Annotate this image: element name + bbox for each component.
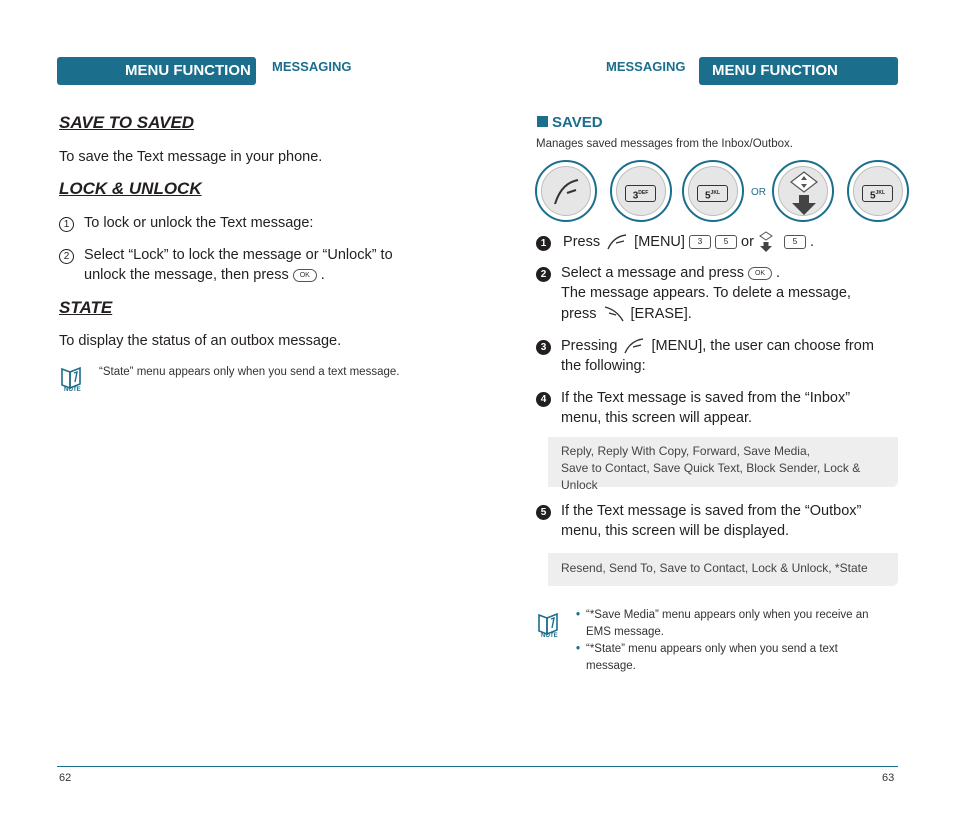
step-line2: The message appears. To delete a message, [561, 285, 851, 301]
key-5-icon: $5^{JKL}$ [697, 185, 728, 202]
note-item: • “*State” menu appears only when you send a text message. [576, 643, 838, 672]
left-softkey-icon [604, 232, 630, 252]
key-5-button [682, 160, 744, 222]
saved-title-text: SAVED [552, 114, 603, 131]
state-text: To display the status of an outbox message. [59, 333, 342, 349]
step-text: To lock or unlock the Text message: [84, 215, 314, 231]
lock-step-1 [59, 213, 314, 233]
step-line3: press [ERASE]. [561, 304, 692, 324]
nav-key-down-icon [758, 231, 774, 253]
bullet-square-icon [537, 116, 548, 127]
note-list [576, 607, 898, 675]
step-text: unlock the message, then press [84, 267, 289, 283]
key-3-icon: $3^{DEF}$ [625, 185, 656, 202]
saved-step-1 [536, 231, 814, 253]
step-number: 4 [536, 392, 551, 407]
step-or: or [741, 233, 754, 250]
key-3-icon: 3 [689, 235, 711, 249]
step-number: 1 [59, 217, 74, 232]
saved-step-4 [536, 388, 896, 426]
nav-key-down-icon [787, 170, 821, 218]
step-number: 2 [59, 249, 74, 264]
messaging-tab-left: MESSAGING [272, 59, 352, 74]
save-to-saved-text: To save the Text message in your phone. [59, 149, 323, 165]
key-3-button [610, 160, 672, 222]
saved-step-5 [536, 501, 896, 539]
step-press: Press [563, 233, 601, 250]
saved-step-3 [536, 336, 896, 374]
lock-step-2 [59, 245, 439, 283]
nav-key-button [772, 160, 834, 222]
step-line2: menu, this screen will appear. [561, 410, 753, 426]
step-line1: If the Text message is saved from the “Inbox” [561, 390, 851, 406]
state-heading: STATE [59, 298, 113, 317]
key-5-icon: 5 [784, 235, 806, 249]
menu-function-header-left: MENU FUNCTION [57, 57, 256, 85]
footer-rule-left [57, 766, 477, 767]
step-number: 5 [536, 505, 551, 520]
step-line1: If the Text message is saved from the “Outbox” [561, 503, 862, 519]
lock-unlock-heading: LOCK & UNLOCK [59, 179, 202, 198]
or-label: OR [751, 187, 766, 198]
note-icon [59, 366, 85, 403]
step-menu: [MENU] [634, 233, 685, 250]
ok-key-icon: OK [293, 269, 317, 282]
step-text-line2 [84, 265, 325, 285]
note-item: • “*Save Media” menu appears only when you receive an EMS message. [576, 609, 869, 638]
left-softkey-icon [548, 174, 584, 210]
inbox-options-line2: Save to Contact, Save Quick Text, Block Sender, Lock & Unlock [561, 461, 861, 492]
inbox-options-box [548, 437, 898, 492]
outbox-options-text: Resend, Send To, Save to Contact, Lock & Unlock, *State [561, 561, 868, 575]
note-icon-label: NOTE [541, 633, 558, 639]
page-number-left: 62 [59, 772, 72, 784]
step-number: 2 [536, 267, 551, 282]
messaging-tab-right: MESSAGING [606, 59, 686, 74]
step-line1: Select a message and press OK . [561, 265, 781, 281]
step-line2: menu, this screen will be displayed. [561, 523, 790, 539]
saved-description: Manages saved messages from the Inbox/Outbox. [536, 138, 793, 150]
note-icon [536, 612, 562, 649]
step-number: 1 [536, 236, 551, 251]
ok-key-icon: OK [748, 267, 772, 280]
footer-rule-right [477, 766, 898, 767]
step-text-line1: Select “Lock” to lock the message or “Unlock” to [84, 247, 393, 263]
right-softkey-icon [601, 304, 627, 324]
note-icon-label: NOTE [64, 387, 81, 393]
key-5-icon: $5^{JKL}$ [862, 185, 893, 202]
key-5-icon: 5 [715, 235, 737, 249]
step-line2: the following: [561, 358, 646, 374]
step-line1: Pressing [MENU], the user can choose from [561, 336, 874, 356]
saved-step-2 [536, 263, 896, 322]
step-number: 3 [536, 340, 551, 355]
inbox-options-line1: Reply, Reply With Copy, Forward, Save Media, [561, 444, 810, 458]
page-number-right: 63 [882, 772, 895, 784]
saved-section-title [537, 114, 603, 131]
step-end: . [810, 233, 815, 250]
left-softkey-button [535, 160, 597, 222]
outbox-options-box [548, 553, 898, 586]
left-softkey-icon [621, 336, 647, 356]
menu-function-header-right: MENU FUNCTION [699, 57, 898, 85]
key-5-button-alt [847, 160, 909, 222]
step-end: . [320, 267, 325, 283]
state-note: “State” menu appears only when you send a text message. [99, 366, 400, 378]
save-to-saved-heading: SAVE TO SAVED [59, 113, 195, 132]
